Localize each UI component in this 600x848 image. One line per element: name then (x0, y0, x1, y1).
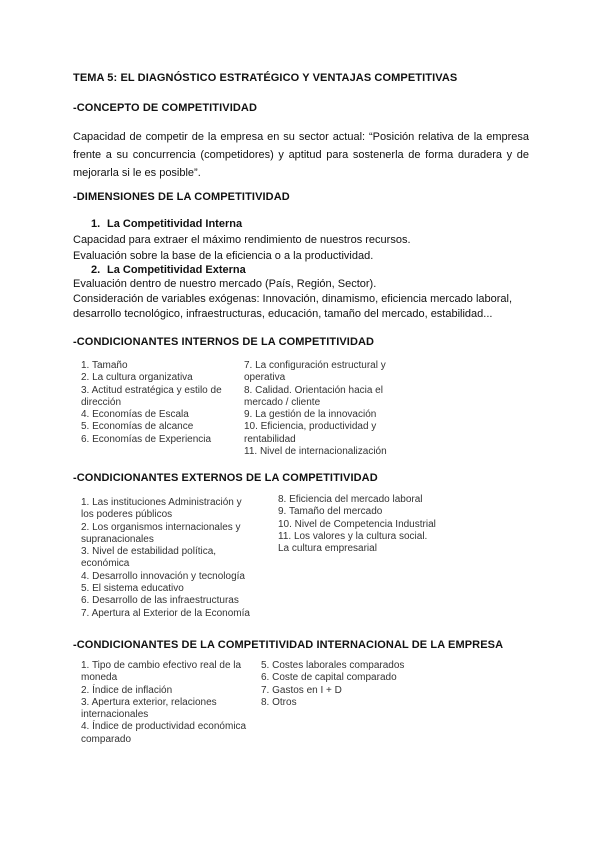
dimension-externa-number: 2. (91, 264, 101, 276)
dimension-interna-line: Evaluación sobre la base de la eficiencia o a la productividad. (73, 250, 374, 262)
list-item: 9. Tamaño del mercado (278, 506, 383, 518)
list-item: 2. Índice de inflación (81, 684, 173, 696)
list-item: 10. Eficiencia, productividad y rentabilidad (244, 421, 377, 445)
list-item: 3. Apertura exterior, relaciones internacionales (81, 696, 217, 721)
externos-list-right (278, 494, 438, 555)
dimension-externa-line: Evaluación dentro de nuestro mercado (País, Región, Sector). (73, 278, 377, 290)
list-item: 10. Nivel de Competencia Industrial (278, 518, 436, 530)
list-item: 3. Actitud estratégica y estilo de dirección (81, 384, 222, 408)
list-item: 6. Coste de capital comparado (261, 672, 397, 684)
list-item: 5. El sistema educativo (81, 583, 184, 595)
list-item: 8. Eficiencia del mercado laboral (278, 494, 423, 505)
list-item: 7. Gastos en I + D (261, 684, 342, 696)
list-item: 5. Economías de alcance (81, 421, 194, 433)
dimension-externa-title (91, 264, 246, 276)
dimension-interna-title (91, 218, 242, 230)
dimensiones-heading: -DIMENSIONES DE LA COMPETITIVIDAD (73, 191, 290, 203)
list-item: 2. La cultura organizativa (81, 372, 193, 384)
dimension-interna-number: 1. (91, 218, 101, 230)
list-item: 11. Nivel de internacionalización (244, 446, 387, 458)
internacional-list-left (81, 660, 249, 746)
dimension-externa-line: desarrollo tecnológico, infraestructuras, educación, tamaño del mercado, estabilidad... (73, 308, 493, 320)
list-item: 9. La gestión de la innovación (244, 409, 377, 421)
list-item: 1. Tipo de cambio efectivo real de la moneda (81, 660, 242, 684)
externos-heading: -CONDICIONANTES EXTERNOS DE LA COMPETITIVIDAD (73, 472, 378, 484)
list-item: 2. Los organismos internacionales y supranacionales (81, 521, 241, 545)
list-item: 8. Otros (261, 696, 297, 708)
list-item: 4. Índice de productividad económica comparado (81, 721, 247, 745)
list-item: 4. Economías de Escala (81, 409, 189, 421)
internos-list-left (81, 360, 251, 446)
concepto-heading: -CONCEPTO DE COMPETITIVIDAD (73, 102, 258, 114)
internos-list-right (244, 360, 399, 458)
externos-list-left (81, 497, 253, 620)
document-title: TEMA 5: EL DIAGNÓSTICO ESTRATÉGICO Y VENTAJAS COMPETITIVAS (73, 72, 458, 84)
list-item: 7. Apertura al Exterior de la Economía (81, 607, 250, 619)
concepto-paragraph: Capacidad de competir de la empresa en su sector actual: “Posición relativa de la empresa frente a su concurrencia (competidores) y aptitud para sostenerla de forma duradera y de mejorarla si le es posible”. (73, 131, 529, 179)
list-item: 7. La configuración estructural y operativa (244, 360, 386, 384)
list-item: 8. Calidad. Orientación hacia el mercado / cliente (244, 384, 383, 408)
list-item: 5. Costes laborales comparados (261, 660, 405, 671)
list-item: 11. Los valores y la cultura social. La cultura empresarial (278, 530, 428, 555)
list-item: 6. Economías de Experiencia (81, 433, 212, 445)
list-item: 3. Nivel de estabilidad política, económica (81, 546, 217, 570)
list-item: 1. Tamaño (81, 360, 128, 371)
dimension-externa-line: Consideración de variables exógenas: Innovación, dinamismo, eficiencia mercado laboral, (73, 293, 513, 305)
internos-heading: -CONDICIONANTES INTERNOS DE LA COMPETITIVIDAD (73, 336, 375, 348)
internacional-heading: -CONDICIONANTES DE LA COMPETITIVIDAD INTERNACIONAL DE LA EMPRESA (73, 639, 504, 651)
list-item: 4. Desarrollo innovación y tecnología (81, 570, 245, 582)
dimension-interna-line: Capacidad para extraer el máximo rendimiento de nuestros recursos. (73, 234, 411, 246)
list-item: 6. Desarrollo de las infraestructuras (81, 595, 239, 607)
internacional-list-right (261, 660, 421, 709)
dimension-externa-label: La Competitividad Externa (107, 264, 246, 276)
list-item: 1. Las instituciones Administración y los poderes públicos (81, 497, 242, 521)
dimension-interna-label: La Competitividad Interna (107, 218, 243, 230)
